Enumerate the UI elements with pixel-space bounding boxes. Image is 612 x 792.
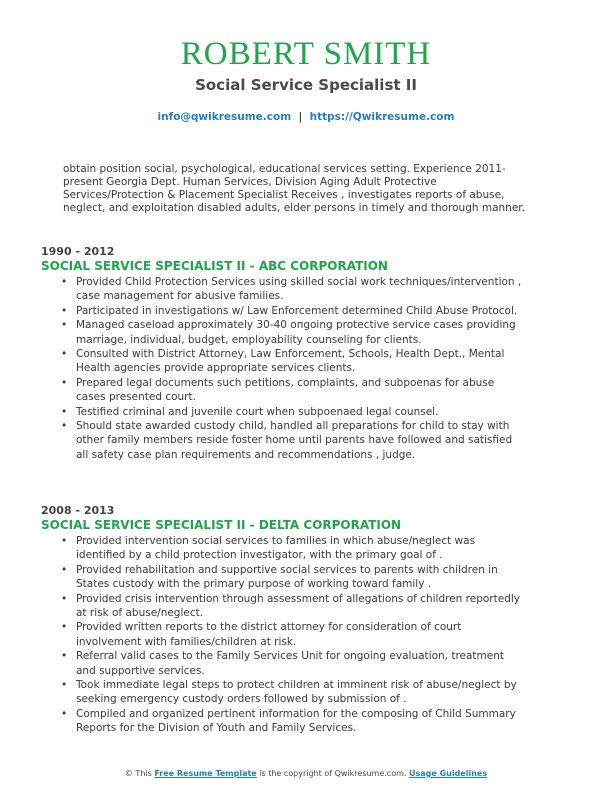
website-link[interactable]: https://Qwikresume.com <box>309 111 455 123</box>
job-role: SOCIAL SERVICE SPECIALIST II - DELTA CORPORATION <box>41 518 402 532</box>
list-item: • Managed caseload approximately 30-40 ongoing protective service cases providing marriage, individual, budget, employability counseling for clients. <box>76 318 526 347</box>
list-item: • Provided rehabilitation and supportive social services to parents with children in States custody with the primary purpose of working toward family . <box>76 563 526 592</box>
footer-middle: is the copyright of Qwikresume.com. <box>256 769 409 778</box>
list-item: • Provided crisis intervention through assessment of allegations of children reportedly at risk of abuse/neglect. <box>76 592 526 621</box>
contact-line <box>0 111 612 124</box>
job-bullets <box>76 275 526 462</box>
list-item: • Consulted with District Attorney, Law Enforcement, Schools, Health Dept., Mental Health agencies provide appropriate services clients. <box>76 347 526 376</box>
list-item: • Referral valid cases to the Family Services Unit for ongoing evaluation, treatment and supportive services. <box>76 649 526 678</box>
free-resume-template-link[interactable]: Free Resume Template <box>154 769 257 778</box>
list-item: • Participated in investigations w/ Law Enforcement determined Child Abuse Protocol. <box>76 304 526 318</box>
email-link[interactable]: info@qwikresume.com <box>157 111 292 123</box>
candidate-name: ROBERT SMITH <box>180 36 432 72</box>
list-item: • Testified criminal and juvenile court when subpoenaed legal counsel. <box>76 405 526 419</box>
footer-prefix: © This <box>124 769 155 778</box>
list-item: • Compiled and organized pertinent information for the composing of Child Summary Reports for the Division of Youth and Family Services. <box>76 707 526 736</box>
contact-separator: | <box>298 111 303 123</box>
job-dates: 1990 - 2012 <box>41 245 115 258</box>
list-item: • Should state awarded custody child, handled all preparations for child to stay with other family members reside foster home until parents have followed and satisfied all safety case plan requirements and recommendations , judge. <box>76 419 526 462</box>
list-item: • Provided Child Protection Services using skilled social work techniques/intervention , case management for abusive families. <box>76 275 526 304</box>
job-dates: 2008 - 2013 <box>41 504 115 517</box>
footer <box>0 769 612 779</box>
job-bullets <box>76 534 526 736</box>
job-role: SOCIAL SERVICE SPECIALIST II - ABC CORPORATION <box>41 259 388 273</box>
list-item: • Provided intervention social services to families in which abuse/neglect was identified by a child protection investigator, with the primary goal of . <box>76 534 526 563</box>
list-item: • Provided written reports to the district attorney for consideration of court involvement with families/children at risk. <box>76 620 526 649</box>
summary-paragraph: obtain position social, psychological, educational services setting. Experience 2011-present Georgia Dept. Human Services, Division Aging Adult Protective Services/Protection & Placement Specialist Receives , investigates reports of abuse, neglect, and exploitation disabled adults, elder persons in timely and thorough manner. <box>63 163 525 214</box>
job-title: Social Service Specialist II <box>195 76 417 94</box>
usage-guidelines-link[interactable]: Usage Guidelines <box>408 769 488 778</box>
list-item: • Took immediate legal steps to protect children at imminent risk of abuse/neglect by seeking emergency custody orders followed by submission of . <box>76 678 526 707</box>
list-item: • Prepared legal documents such petitions, complaints, and subpoenas for abuse cases presented court. <box>76 376 526 405</box>
